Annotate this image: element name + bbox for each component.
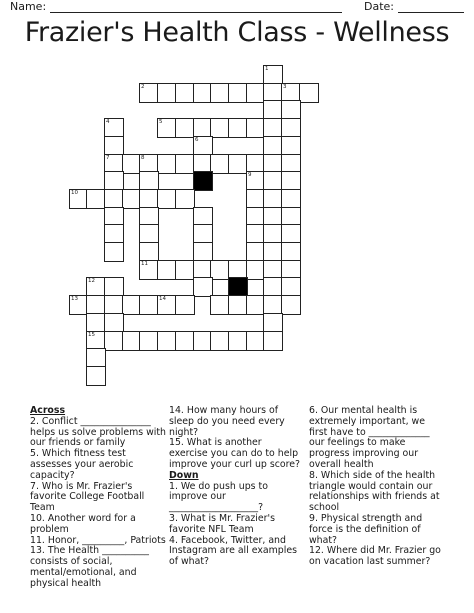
clue-number: 14	[159, 296, 166, 302]
grid-cell[interactable]	[104, 331, 124, 351]
grid-cell[interactable]	[193, 277, 213, 297]
clue-number: 15	[88, 332, 95, 338]
grid-cell[interactable]	[263, 242, 283, 262]
grid-cell[interactable]	[281, 224, 301, 244]
grid-cell[interactable]	[104, 171, 124, 191]
clue-number: 8	[141, 155, 145, 161]
clue-column-2	[169, 406, 303, 568]
grid-cell[interactable]	[157, 154, 177, 174]
clue-down-12: 12. Where did Mr. Frazier go on vacation last summer?	[309, 545, 441, 568]
grid-cell[interactable]	[139, 295, 159, 315]
grid-cell[interactable]	[104, 224, 124, 244]
grid-cell[interactable]	[263, 118, 283, 138]
grid-cell[interactable]	[210, 118, 230, 138]
grid-cell[interactable]	[228, 154, 248, 174]
grid-cell[interactable]	[104, 295, 124, 315]
grid-cell[interactable]	[210, 83, 230, 103]
clue-across-5: 5. Which fitness test assesses your aerobic capacity?	[30, 448, 134, 481]
grid-cell[interactable]	[157, 189, 177, 209]
grid-cell[interactable]	[263, 224, 283, 244]
grid-cell[interactable]	[175, 189, 195, 209]
grid-cell[interactable]	[281, 189, 301, 209]
clue-across-10: 10. Another word for a problem	[30, 512, 136, 535]
grid-cell[interactable]	[139, 260, 159, 280]
grid-cell[interactable]	[139, 331, 159, 351]
date-field	[364, 0, 464, 13]
clue-down-8: 8. Which side of the health triangle would contain our relationships with friends at school	[309, 469, 440, 514]
clue-number: 13	[71, 296, 78, 302]
grid-cell[interactable]	[281, 242, 301, 262]
clue-across-11: 11. Honor, _________, Patriots	[30, 534, 166, 546]
grid-cell[interactable]	[104, 313, 124, 333]
grid-cell[interactable]	[86, 366, 106, 386]
clue-number: 5	[159, 119, 163, 125]
clue-number: 4	[106, 119, 110, 125]
grid-block	[193, 171, 213, 191]
clue-down-4: 4. Facebook, Twitter, and Instagram are all examples of what?	[169, 534, 297, 568]
across-heading: Across	[30, 405, 66, 416]
grid-cell[interactable]	[139, 189, 159, 209]
grid-cell[interactable]	[175, 260, 195, 280]
clue-across-14: 14. How many hours of sleep do you need every night?	[169, 405, 285, 438]
name-label: Name:	[10, 0, 47, 13]
date-label: Date:	[364, 0, 394, 13]
grid-cell[interactable]	[104, 118, 124, 138]
clue-number: 7	[106, 155, 110, 161]
grid-cell[interactable]	[281, 171, 301, 191]
clue-across-15: 15. What is another exercise you can do to help improve your curl up score?	[169, 437, 301, 470]
grid-cell[interactable]	[281, 136, 301, 156]
grid-cell[interactable]	[228, 295, 248, 315]
grid-cell[interactable]	[175, 154, 195, 174]
grid-cell[interactable]	[157, 295, 177, 315]
grid-cell[interactable]	[157, 83, 177, 103]
grid-cell[interactable]	[263, 313, 283, 333]
grid-cell[interactable]	[210, 331, 230, 351]
grid-cell[interactable]	[263, 277, 283, 297]
grid-cell[interactable]	[193, 224, 213, 244]
clue-number: 2	[141, 84, 145, 90]
grid-cell[interactable]	[299, 83, 319, 103]
clue-across-7: 7. Who is Mr. Frazier's favorite College Football Team	[30, 480, 145, 514]
clue-column-1	[30, 406, 166, 590]
grid-cell[interactable]	[139, 242, 159, 262]
grid-cell[interactable]	[193, 242, 213, 262]
clue-number: 10	[71, 190, 78, 196]
grid-cell[interactable]	[228, 331, 248, 351]
grid-cell[interactable]	[281, 295, 301, 315]
clue-number: 6	[195, 137, 199, 143]
grid-cell[interactable]	[104, 136, 124, 156]
grid-cell[interactable]	[210, 295, 230, 315]
clue-number: 3	[283, 84, 287, 90]
grid-cell[interactable]	[104, 277, 124, 297]
grid-cell[interactable]	[86, 348, 106, 368]
grid-cell[interactable]	[157, 331, 177, 351]
clue-number: 12	[88, 278, 95, 284]
grid-cell[interactable]	[263, 171, 283, 191]
clue-number: 9	[248, 172, 252, 178]
clue-column-3	[309, 406, 446, 568]
grid-cell[interactable]	[228, 118, 248, 138]
clue-down-1: 1. We do push ups to improve our ___________________?	[169, 480, 268, 514]
grid-cell[interactable]	[175, 295, 195, 315]
grid-cell[interactable]	[263, 295, 283, 315]
grid-cell[interactable]	[175, 331, 195, 351]
grid-cell[interactable]	[228, 83, 248, 103]
clue-down-9: 9. Physical strength and force is the definition of what?	[309, 512, 423, 546]
grid-cell[interactable]	[86, 277, 106, 297]
page-title: Frazier's Health Class - Wellness	[24, 17, 450, 48]
grid-cell[interactable]	[86, 295, 106, 315]
grid-block	[228, 277, 248, 297]
grid-cell[interactable]	[281, 118, 301, 138]
grid-cell[interactable]	[157, 118, 177, 138]
grid-cell[interactable]	[104, 242, 124, 262]
clue-across-13: 13. The Health __________ consists of social, mental/emotional, and physical health	[30, 545, 149, 589]
grid-cell[interactable]	[86, 189, 106, 209]
clue-down-3: 3. What is Mr. Frazier's favorite NFL Team	[169, 512, 275, 535]
clue-across-2: 2. Conflict _______________ helps us solve problems with our friends or family	[30, 415, 167, 449]
down-heading: Down	[169, 469, 199, 481]
clue-down-6: 6. Our mental health is extremely important, we first have to _____________ our feelings to make progress improving our overall health	[309, 405, 430, 470]
grid-cell[interactable]	[263, 65, 283, 85]
clue-number: 1	[265, 66, 269, 72]
grid-cell[interactable]	[193, 136, 213, 156]
grid-cell[interactable]	[139, 83, 159, 103]
grid-cell[interactable]	[281, 277, 301, 297]
grid-cell[interactable]	[263, 331, 283, 351]
clue-number: 11	[141, 261, 148, 267]
grid-cell[interactable]	[157, 260, 177, 280]
grid-cell[interactable]	[263, 136, 283, 156]
grid-cell[interactable]	[139, 171, 159, 191]
name-field	[10, 0, 342, 13]
grid-cell[interactable]	[175, 83, 195, 103]
grid-cell[interactable]	[86, 313, 106, 333]
grid-cell[interactable]	[263, 189, 283, 209]
date-line	[398, 2, 464, 13]
grid-cell[interactable]	[263, 100, 283, 120]
grid-cell[interactable]	[210, 260, 230, 280]
grid-cell[interactable]	[104, 189, 124, 209]
grid-cell[interactable]	[139, 224, 159, 244]
name-line	[50, 2, 342, 13]
grid-cell[interactable]	[210, 154, 230, 174]
grid-cell[interactable]	[281, 100, 301, 120]
grid-cell[interactable]	[175, 118, 195, 138]
